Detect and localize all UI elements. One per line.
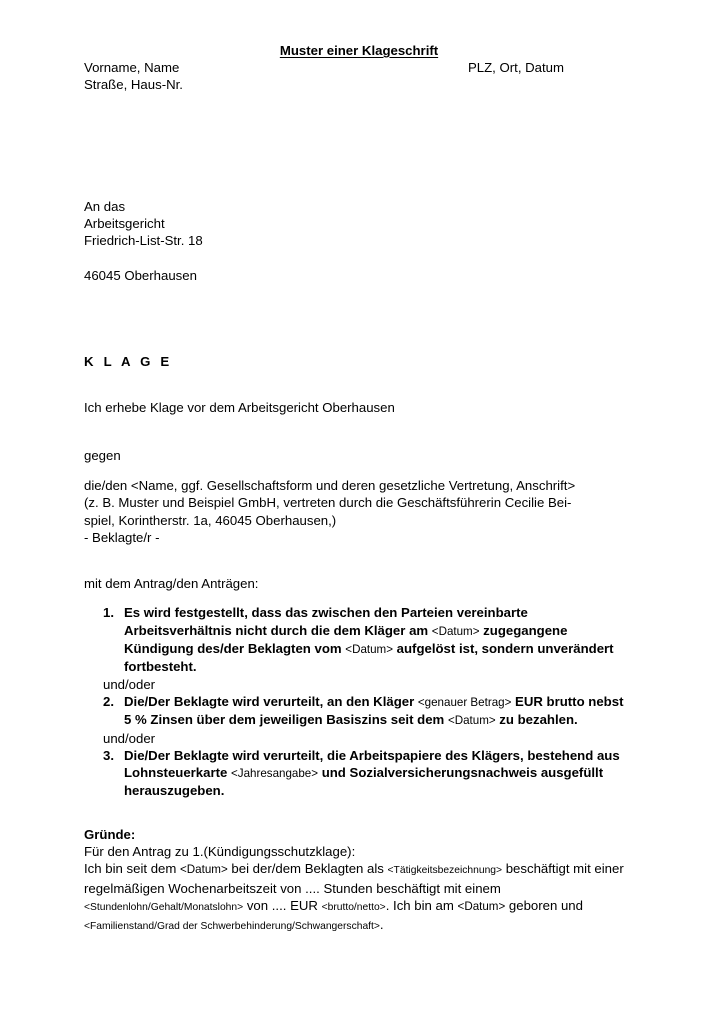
motions-list [84,604,634,799]
spacer-before-list [84,592,634,604]
motion-item [84,693,634,730]
motion-number: 2. [103,693,114,709]
text-run: und Sozialversicherungsnachweis ausgefüllt herauszugeben. [124,765,604,799]
placeholder-token: <Stundenlohn/Gehalt/Monatslohn> [84,901,244,913]
motion-item [84,747,634,800]
motion-number: 3. [103,747,114,763]
sender-name: Vorname, Name [84,60,180,75]
text-run: aufgelöst ist, sondern unverändert fortbesteht. [124,641,614,675]
klage-heading: K L A G E [84,354,173,370]
defendant-line-2: (z. B. Muster und Beispiel GmbH, vertreten durch die Geschäftsführerin Cecilie Bei- [84,495,572,511]
placeholder-token: <Familienstand/Grad der Schwerbehinderung/Schwangerschaft> [84,921,380,933]
motion-item [84,604,634,675]
spacer-after-gegen [84,464,634,477]
placeholder-token: <genauer Betrag> [417,695,512,709]
spacer-before-klage [84,284,634,353]
text-run: . Ich bin am [385,897,458,913]
text-run: zugegangene Kündigung des/der Beklagten vom [124,622,568,657]
reasons-subheading: Für den Antrag zu 1.(Kündigungsschutzklage): [84,844,356,860]
text-run: von .... EUR [243,897,322,913]
title-row [84,42,634,59]
motion-connector: und/oder [103,676,156,692]
recipient-street: Friedrich-List-Str. 18 [84,233,203,249]
against-label: gegen [84,447,121,463]
recipient-court: Arbeitsgericht [84,215,165,231]
placeholder-token: <Tätigkeitsbezeichnung> [387,865,503,877]
defendant-line-1: die/den <Name, ggf. Gesellschaftsform und deren gesetzliche Vertretung, Anschrift> [84,477,576,493]
defendant-role: - Beklagte/r - [84,529,160,545]
sender-line-1-row [84,59,634,76]
defendant-line-3: spiel, Korintherstr. 1a, 46045 Oberhausen,) [84,512,337,528]
text-run: Es wird festgestellt, dass das zwischen den Parteien vereinbarte Arbeitsverhältnis nicht durch die dem Kläger am [124,605,528,638]
placeholder-token: <Datum> [447,714,496,728]
motion-text [124,748,620,799]
text-run: bei der/dem Beklagten als [227,861,388,877]
text-run: Die/Der Beklagte wird verurteilt, an den Kläger [124,693,418,709]
place-date: PLZ, Ort, Datum [468,60,564,75]
placeholder-token: <Datum> [457,899,506,913]
placeholder-token: <Jahresangabe> [231,767,319,781]
page-title-text: Muster einer Klageschrift [279,43,439,58]
spacer-before-motions [84,546,634,575]
reasons-heading: Gründe: [84,826,136,842]
spacer-after-klage [84,370,634,399]
motion-text [124,694,623,727]
page-title [84,42,634,59]
recipient-line-1: An das [84,198,126,214]
sender-street: Straße, Haus-Nr. [84,77,183,93]
placeholder-token: <Datum> [345,643,393,657]
placeholder-token: <Datum> [180,863,228,877]
spacer-before-reasons [84,800,634,826]
placeholder-token: <brutto/netto> [321,901,386,913]
spacer-address [84,94,634,198]
spacer-before-gegen [84,417,634,447]
text-run: EUR brutto nebst 5 % Zinsen über dem jeweiligen Basiszins seit dem [124,693,624,728]
text-run: Ich bin seit dem [84,861,181,877]
text-run: Die/Der Beklagte wird verurteilt, die Arbeitspapiere des Klägers, bestehend aus Lohnsteuerkarte [124,747,620,781]
text-run: beschäftigt mit einer regelmäßigen Wochenarbeitszeit von .... Stunden beschäftigt mit einem [84,861,628,896]
placeholder-token: <Datum> [431,624,480,638]
recipient-city: 46045 Oberhausen [84,267,197,283]
complaint-intro: Ich erhebe Klage vor dem Arbeitsgericht Oberhausen [84,400,395,416]
spacer-recipient [84,249,634,266]
text-run: . [379,917,384,933]
text-run: geboren und [505,897,587,913]
motions-intro: mit dem Antrag/den Anträgen: [84,576,259,592]
text-run: zu bezahlen. [495,712,578,728]
reasons-body [84,860,634,935]
motion-text [124,605,614,674]
document-body [84,42,634,936]
motion-number: 1. [103,605,114,621]
motion-connector: und/oder [103,730,156,746]
